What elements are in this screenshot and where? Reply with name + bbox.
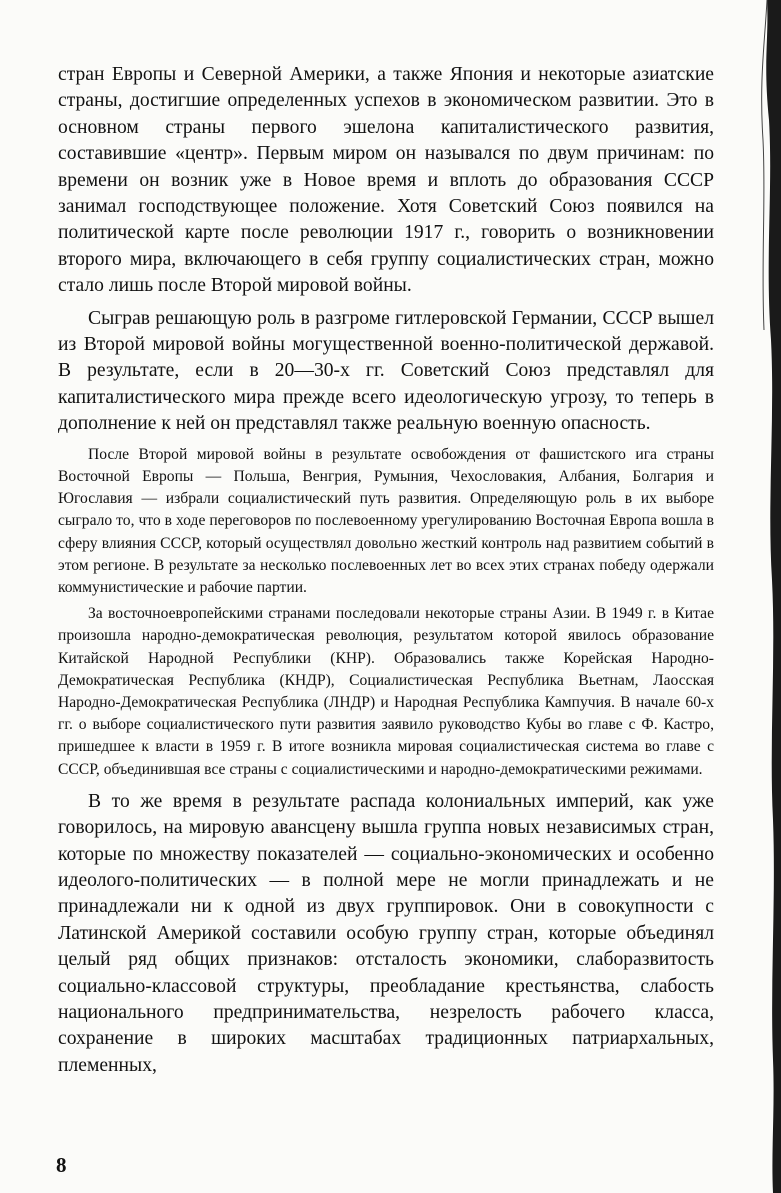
book-spine-shadow	[745, 0, 781, 1193]
paragraph-4-small: За восточноевропейскими странами последовали некоторые страны Азии. В 1949 г. в Китае произошла народно-демократическая революция, результатом которой явилось образование Китайской Народной Республики (КНР). Образовались также Корейская Народно-Демократическая Республика (КНДР), Социалистическая Республика Вьетнам, Лаосская Народно-Демократическая Республика (ЛНДР) и Народная Республика Кампучия. В начале 60-х гг. о выборе социалистического пути развития заявило руководство Кубы во главе с Ф. Кастро, пришедшее к власти в 1959 г. В итоге возникла мировая социалистическая система во главе с СССР, объединившая все страны с социалистическими и народно-демократическими режимами.	[58, 605, 714, 778]
paragraph-1: стран Европы и Северной Америки, а также Япония и некоторые азиатские страны, достигшие определенных успехов в экономическом развитии. Это в основном страны первого эшелона капиталистического развития, составившие «центр». Первым миром он назывался по двум причинам: по времени он возник уже в Новое время и вплоть до образования СССР занимал господствующее положение. Хотя Советский Союз появился на политической карте после революции 1917 г., говорить о возникновении второго мира, включающего в себя группу социалистических стран, можно стало лишь после Второй мировой войны.	[58, 64, 714, 297]
paragraph-5: В то же время в результате распада колониальных империй, как уже говорилось, на мировую авансцену вышла группа новых независимых стран, которые по множеству показателей — социально-экономических и особенно идеолого-политических — в полной мере не могли принадлежать и не принадлежали ни к одной из двух группировок. Они в совокупности с Латинской Америкой составили особую группу стран, которые объединял целый ряд общих признаков: отсталость экономики, слаборазвитость социально-классовой структуры, преобладание крестьянства, слабость национального предпринимательства, незрелость рабочего класса, сохранение в широких масштабах традиционных патриархальных, племенных,	[58, 790, 714, 1076]
paragraph-2: Сыграв решающую роль в разгроме гитлеровской Германии, СССР вышел из Второй мировой войны могущественной военно-политической державой. В результате, если в 20—30-х гг. Советский Союз представлял для капиталистического мира прежде всего идеологическую угрозу, то теперь в дополнение к ней он представлял также реальную военную опасность.	[58, 307, 714, 435]
page-body	[58, 62, 714, 1079]
page-number: 8	[56, 1153, 67, 1177]
paragraph-3-small: После Второй мировой войны в результате освобождения от фашистского ига страны Восточной Европы — Польша, Венгрия, Румыния, Чехословакия, Албания, Болгария и Югославия — избрали социалистический путь развития. Определяющую роль в их выборе сыграло то, что в ходе переговоров по послевоенному урегулированию Восточная Европа вошла в сферу влияния СССР, который осуществлял довольно жесткий контроль над развитием событий в этом регионе. В результате за несколько послевоенных лет во всех этих странах победу одержали коммунистические и рабочие партии.	[58, 445, 714, 596]
